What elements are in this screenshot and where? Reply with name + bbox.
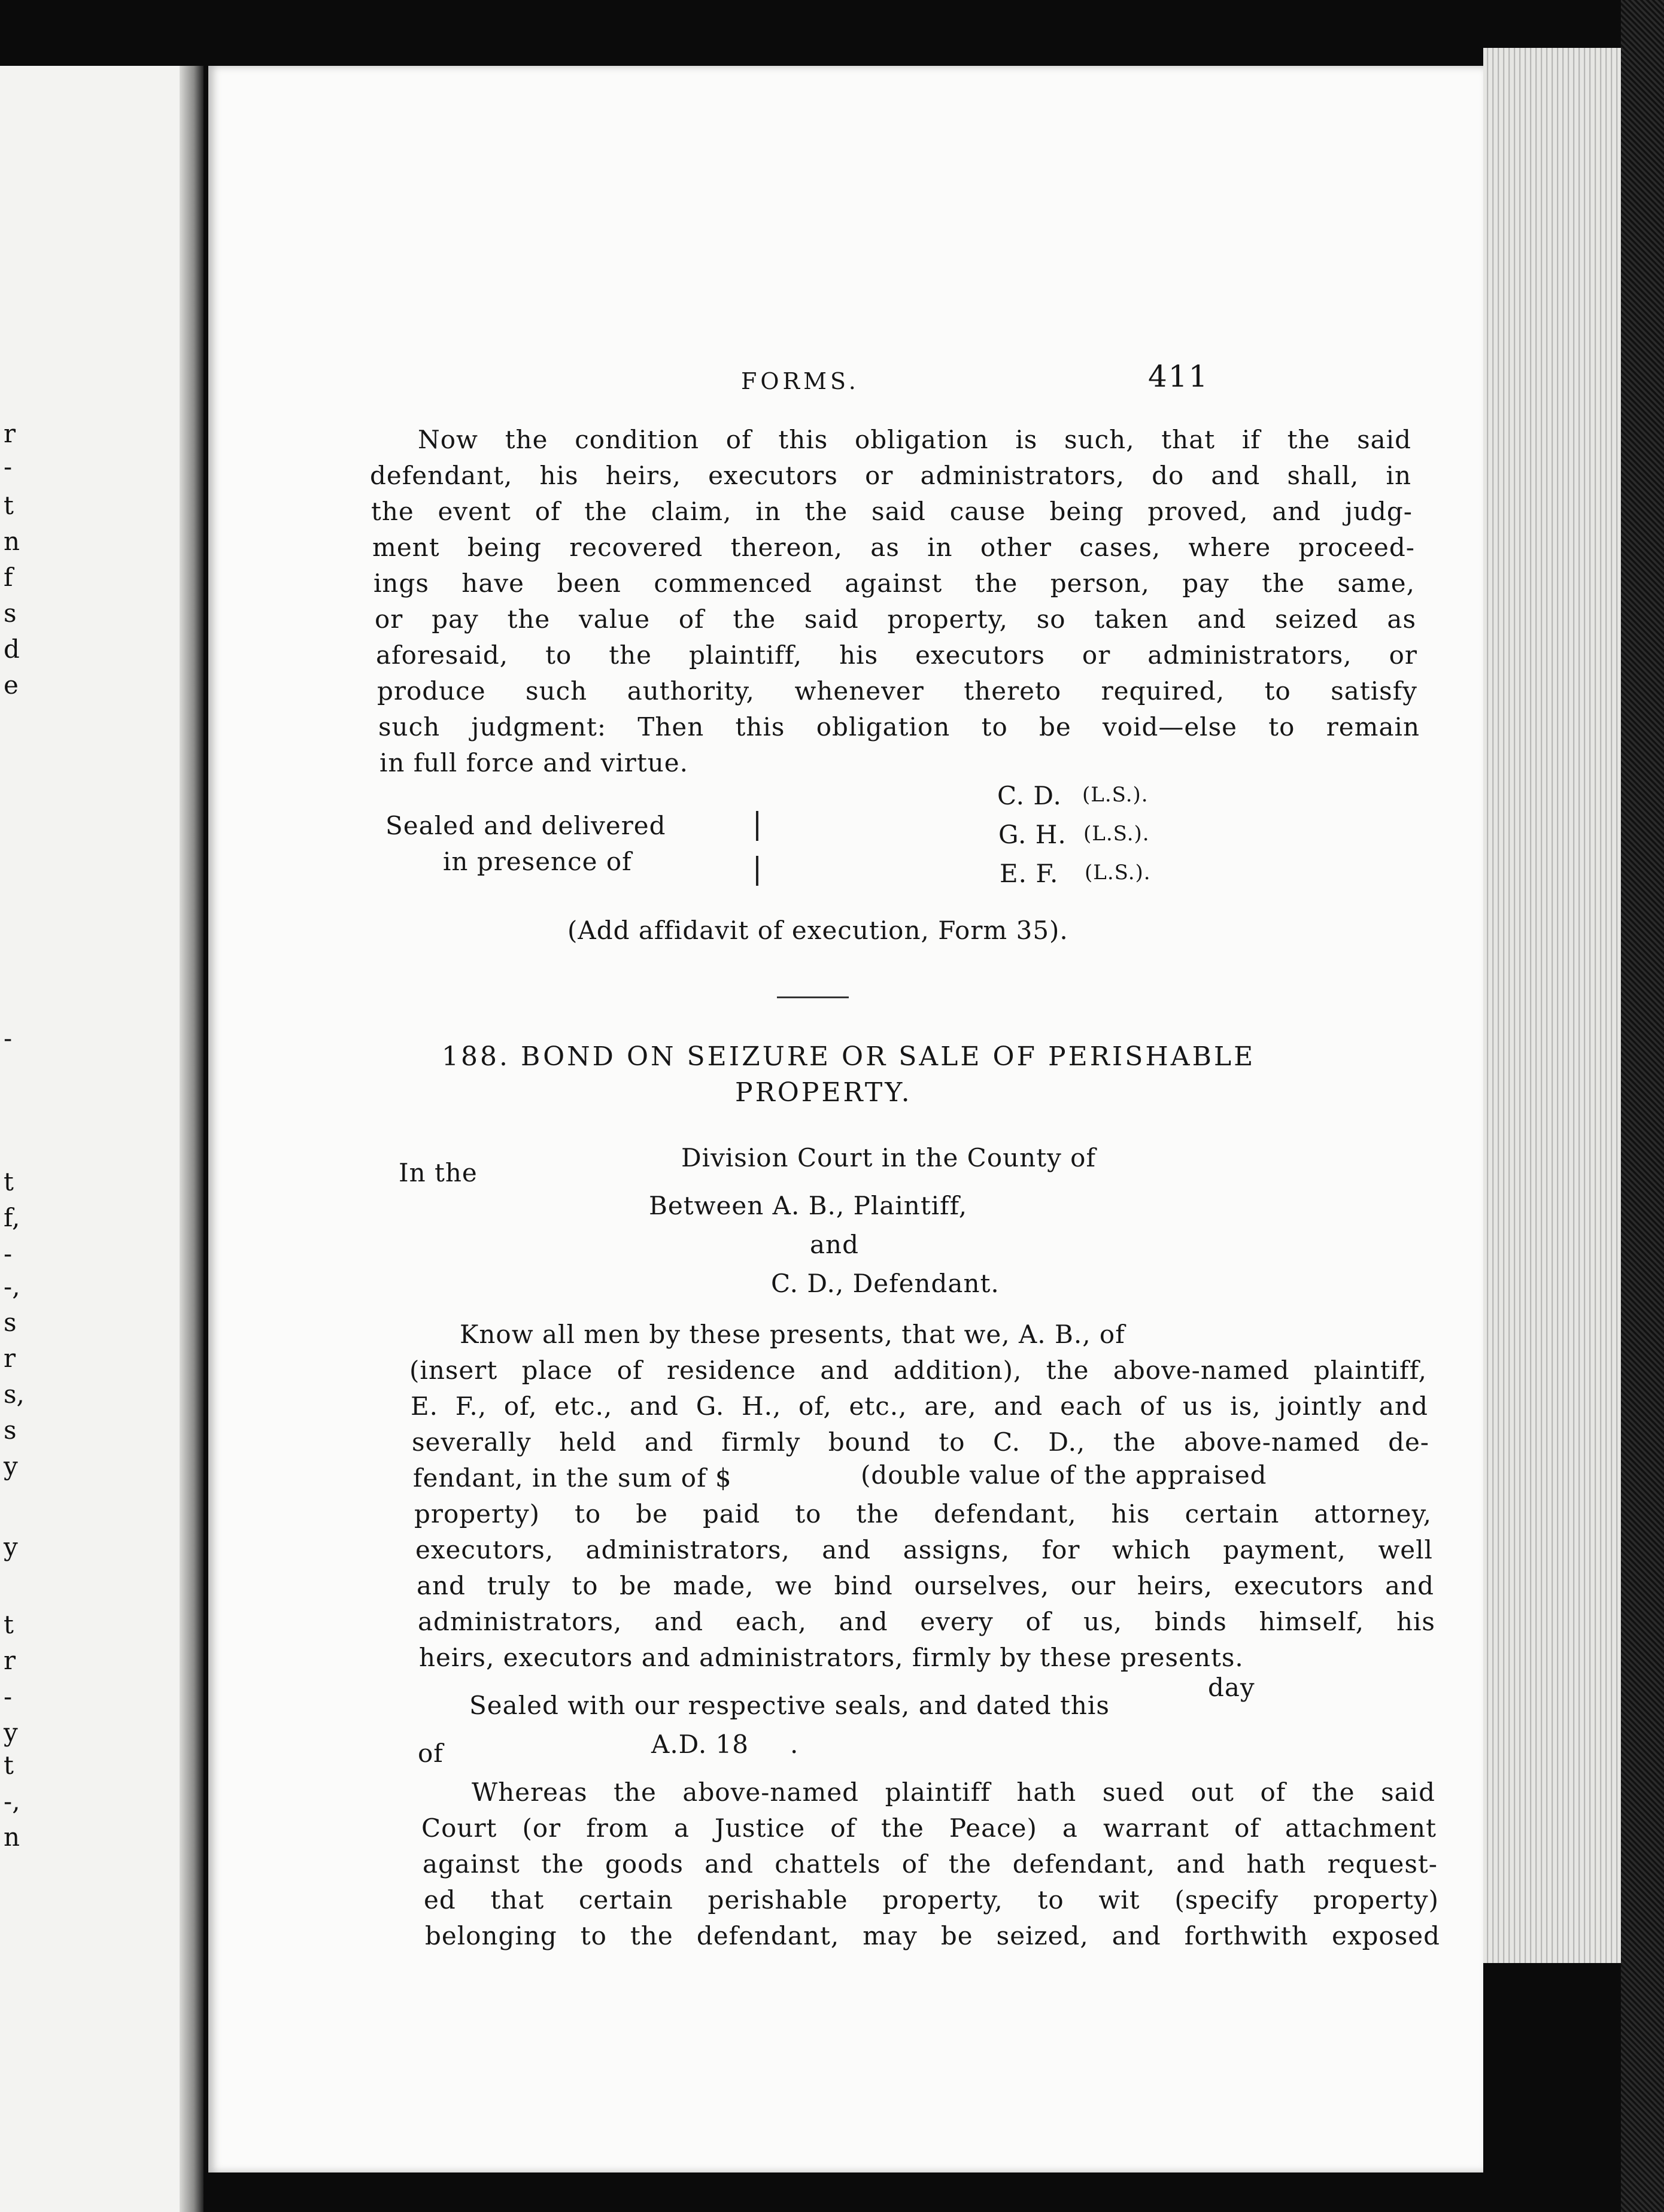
fragment: s bbox=[4, 1415, 17, 1445]
text-line: administrators, and each, and every of us, binds himself, his bbox=[418, 1607, 1435, 1636]
fragment: s bbox=[4, 1308, 17, 1337]
fragment: -, bbox=[4, 1786, 20, 1816]
fragment: - bbox=[4, 1682, 13, 1711]
text-line: aforesaid, to the plaintiff, his executors or administrators, or bbox=[376, 640, 1417, 670]
book-page bbox=[208, 66, 1483, 2172]
text-line: (insert place of residence and addition), the above-named plaintiff, bbox=[409, 1356, 1427, 1385]
fragment: s bbox=[4, 598, 17, 628]
fragment: t bbox=[4, 1167, 14, 1196]
text-line: or pay the value of the said property, so taken and seized as bbox=[375, 604, 1416, 634]
text-line: and truly to be made, we bind ourselves, our heirs, executors and bbox=[417, 1571, 1434, 1600]
text-line: such judgment: Then this obligation to be void—else to remain bbox=[378, 712, 1420, 742]
fragment: f, bbox=[4, 1203, 20, 1232]
fragment: r bbox=[4, 1344, 16, 1373]
signature-name: C. D. bbox=[997, 781, 1062, 810]
of-label: of bbox=[418, 1739, 444, 1768]
parties-defendant: C. D., Defendant. bbox=[771, 1269, 1000, 1298]
page-edges bbox=[1483, 48, 1621, 1963]
text-line: ings have been commenced against the person, pay the same, bbox=[374, 569, 1415, 598]
seal-mark: (L.S.). bbox=[1085, 861, 1151, 885]
bracket-mark bbox=[756, 811, 758, 841]
text-line: fendant, in the sum of $ bbox=[413, 1463, 732, 1493]
book-cover-cloth bbox=[1621, 0, 1664, 2212]
form-heading: 188. BOND ON SEIZURE OR SALE OF PERISHABLE bbox=[442, 1041, 1256, 1072]
fragment: t bbox=[4, 1610, 14, 1639]
facing-page bbox=[0, 66, 198, 2212]
text-line: Know all men by these presents, that we, A. B., of bbox=[460, 1320, 1125, 1349]
page-number: 411 bbox=[1148, 359, 1209, 394]
text-line: ed that certain perishable property, to wit (specify property) bbox=[424, 1885, 1439, 1915]
fragment: t bbox=[4, 491, 14, 520]
fragment: - bbox=[4, 452, 13, 481]
parties-and: and bbox=[810, 1230, 859, 1259]
signature-name: E. F. bbox=[1000, 859, 1059, 888]
fragment: y bbox=[4, 1532, 18, 1561]
fragment: - bbox=[4, 1239, 13, 1268]
text-line: ment being recovered thereon, as in other cases, where proceed- bbox=[372, 533, 1415, 562]
text-line: (double value of the appraised bbox=[861, 1460, 1267, 1490]
fragment: r bbox=[4, 1646, 16, 1675]
court-division: Division Court in the County of bbox=[681, 1143, 1096, 1172]
fragment: -, bbox=[4, 1272, 20, 1301]
text-line: defendant, his heirs, executors or administrators, do and shall, in bbox=[370, 461, 1411, 490]
parties-between: Between A. B., Plaintiff, bbox=[649, 1191, 968, 1220]
ad-period: . bbox=[790, 1730, 799, 1759]
text-line: Court (or from a Justice of the Peace) a warrant of attachment bbox=[421, 1813, 1437, 1843]
text-line: the event of the claim, in the said cause being proved, and judg- bbox=[371, 497, 1413, 526]
section-divider bbox=[777, 996, 849, 998]
text-line: executors, administrators, and assigns, for which payment, well bbox=[415, 1535, 1433, 1564]
text-line: belonging to the defendant, may be seized, and forthwith exposed bbox=[425, 1921, 1440, 1950]
text-line: Whereas the above-named plaintiff hath sued out of the said bbox=[472, 1778, 1435, 1807]
text-line: produce such authority, whenever thereto required, to satisfy bbox=[377, 676, 1417, 706]
fragment: d bbox=[4, 634, 20, 664]
text-line: heirs, executors and administrators, firmly by these presents. bbox=[419, 1643, 1244, 1672]
fragment: f bbox=[4, 563, 13, 592]
signature-name: G. H. bbox=[998, 820, 1067, 849]
fragment: y bbox=[4, 1718, 18, 1747]
text-line: Now the condition of this obligation is such, that if the said bbox=[418, 425, 1411, 454]
text-line: E. F., of, etc., and G. H., of, etc., are, and each of us is, jointly and bbox=[411, 1391, 1428, 1421]
fragment: s, bbox=[4, 1380, 25, 1409]
seal-mark: (L.S.). bbox=[1082, 783, 1149, 807]
ad-year: A.D. 18 bbox=[651, 1730, 749, 1759]
text-line: severally held and firmly bound to C. D., the above-named de- bbox=[412, 1427, 1429, 1457]
fragment: r bbox=[4, 419, 16, 448]
fragment: e bbox=[4, 670, 19, 700]
fragment: n bbox=[4, 527, 20, 556]
fragment: t bbox=[4, 1751, 14, 1780]
bracket-mark bbox=[756, 856, 758, 886]
fragment: n bbox=[4, 1822, 20, 1852]
text-line: against the goods and chattels of the defendant, and hath request- bbox=[423, 1849, 1438, 1879]
text-line: property) to be paid to the defendant, his certain attorney, bbox=[414, 1499, 1432, 1529]
running-head: FORMS. bbox=[741, 368, 860, 394]
book-gutter bbox=[180, 66, 204, 2212]
sealed-delivered-label: Sealed and delivered bbox=[385, 811, 666, 840]
form-heading-continued: PROPERTY. bbox=[735, 1077, 912, 1108]
in-presence-label: in presence of bbox=[443, 847, 632, 876]
seal-mark: (L.S.). bbox=[1083, 822, 1150, 846]
fragment: y bbox=[4, 1451, 18, 1481]
court-in-the: In the bbox=[399, 1158, 478, 1187]
sealed-dated-text: Sealed with our respective seals, and dated this bbox=[469, 1691, 1110, 1720]
affidavit-note: (Add affidavit of execution, Form 35). bbox=[567, 916, 1068, 945]
day-label: day bbox=[1208, 1673, 1255, 1702]
fragment: - bbox=[4, 1023, 13, 1053]
text-line: in full force and virtue. bbox=[379, 748, 688, 777]
